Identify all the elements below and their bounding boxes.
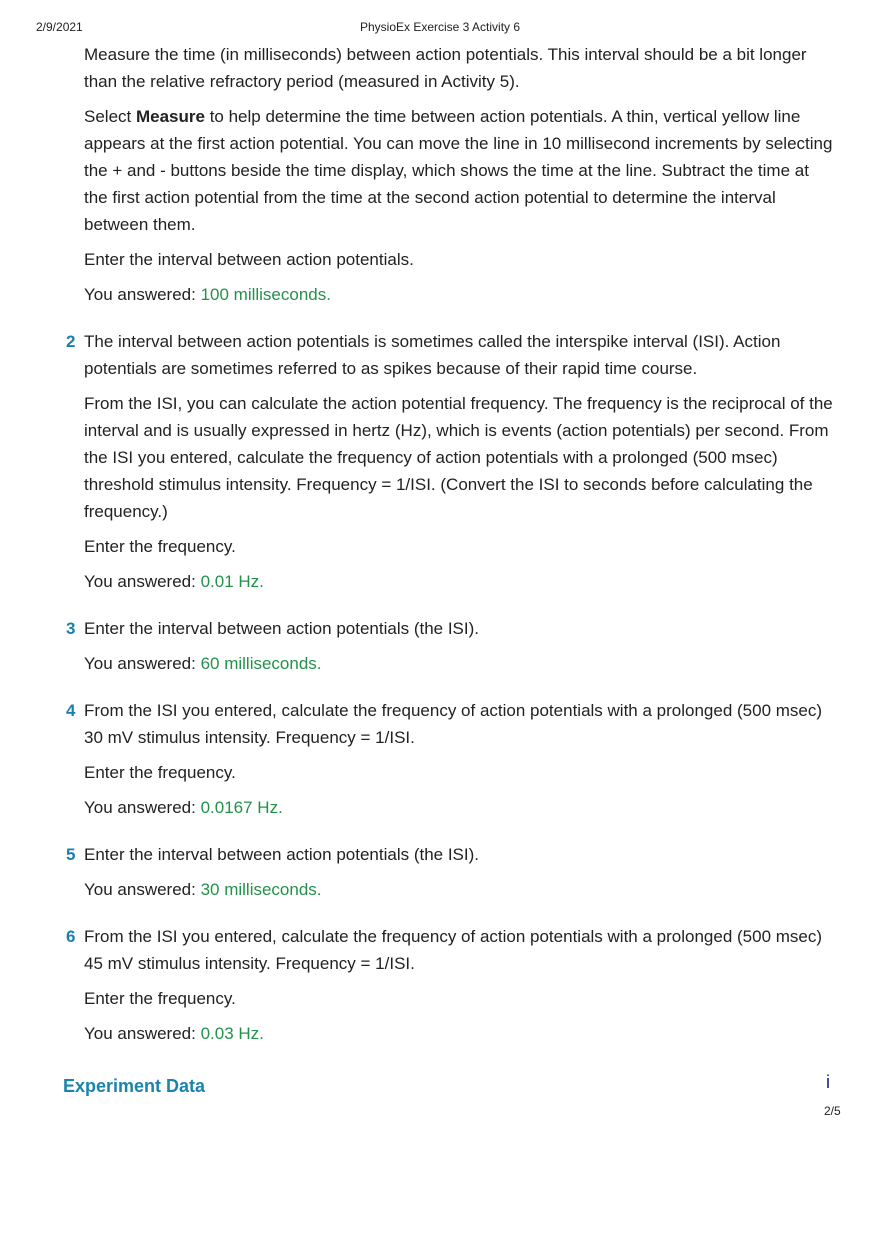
page-number: 2/5 bbox=[824, 1104, 841, 1118]
experiment-data-heading: Experiment Data bbox=[63, 1076, 206, 1096]
print-header bbox=[0, 20, 880, 36]
prompt-text: Enter the interval between action potentials. bbox=[84, 250, 414, 269]
info-icon[interactable]: i bbox=[826, 1072, 830, 1092]
question-text: From the ISI you entered, calculate the frequency of action potentials with a prolonged (500 msec) 30 mV stimulus intensity. Frequency = 1/ISI. bbox=[84, 701, 823, 747]
question-5 bbox=[64, 841, 834, 903]
question-text: The interval between action potentials is sometimes called the interspike interval (ISI). Action potentials are sometimes referred to as spikes because of their rapid time course. bbox=[84, 332, 781, 378]
answer-line: You answered: 100 milliseconds. bbox=[84, 285, 331, 304]
print-title: PhysioEx Exercise 3 Activity 6 bbox=[359, 20, 521, 34]
question-6 bbox=[64, 923, 834, 1047]
answer-line: You answered: 0.0167 Hz. bbox=[84, 798, 283, 817]
question-4 bbox=[64, 697, 834, 821]
answer-value: 0.0167 Hz. bbox=[200, 798, 283, 817]
question-2 bbox=[64, 328, 834, 595]
answer-value: 0.01 Hz. bbox=[200, 572, 264, 591]
question-text: Enter the interval between action potentials (the ISI). bbox=[84, 845, 480, 864]
measure-instruction: Select Measure to help determine the time between action potentials. A thin, vertical yellow line appears at the first action potential. You can move the line in 10 millisecond increments by selecting the + and - buttons beside the time display, which shows the time at the line. Subtract the time at the first action potential from the time at the second action potential to determine the interval between them. bbox=[84, 107, 833, 234]
measure-keyword: Measure bbox=[135, 107, 205, 126]
answer-line: You answered: 30 milliseconds. bbox=[84, 880, 322, 899]
question-text: From the ISI you entered, calculate the frequency of action potentials with a prolonged (500 msec) 45 mV stimulus intensity. Frequency = 1/ISI. bbox=[84, 927, 823, 973]
prompt-text: Enter the frequency. bbox=[84, 989, 236, 1008]
question-number: 5 bbox=[66, 845, 76, 864]
answer-line: You answered: 60 milliseconds. bbox=[84, 654, 322, 673]
answer-value: 100 milliseconds. bbox=[200, 285, 331, 304]
answer-value: 60 milliseconds. bbox=[200, 654, 322, 673]
question-3 bbox=[64, 615, 834, 677]
answer-value: 0.03 Hz. bbox=[200, 1024, 264, 1043]
question-number: 3 bbox=[66, 619, 76, 638]
question-text: Enter the interval between action potentials (the ISI). bbox=[84, 619, 480, 638]
answer-line: You answered: 0.01 Hz. bbox=[84, 572, 264, 591]
print-date: 2/9/2021 bbox=[36, 20, 83, 34]
answer-line: You answered: 0.03 Hz. bbox=[84, 1024, 264, 1043]
question-text: From the ISI, you can calculate the action potential frequency. The frequency is the reciprocal of the interval and is usually expressed in hertz (Hz), which is events (action potentials) per second. From the ISI you entered, calculate the frequency of action potentials with a prolonged (500 msec) threshold stimulus intensity. Frequency = 1/ISI. (Convert the ISI to seconds before calculating the frequency.) bbox=[84, 394, 833, 521]
instruction-text: Measure the time (in milliseconds) between action potentials. This interval should be a bit longer than the relative refractory period (measured in Activity 5). bbox=[84, 45, 807, 91]
question-number: 6 bbox=[66, 927, 76, 946]
question-number: 2 bbox=[66, 332, 76, 351]
prompt-text: Enter the frequency. bbox=[84, 537, 236, 556]
answer-value: 30 milliseconds. bbox=[200, 880, 322, 899]
question-number: 4 bbox=[66, 701, 76, 720]
prompt-text: Enter the frequency. bbox=[84, 763, 236, 782]
activity-content bbox=[64, 41, 834, 1055]
